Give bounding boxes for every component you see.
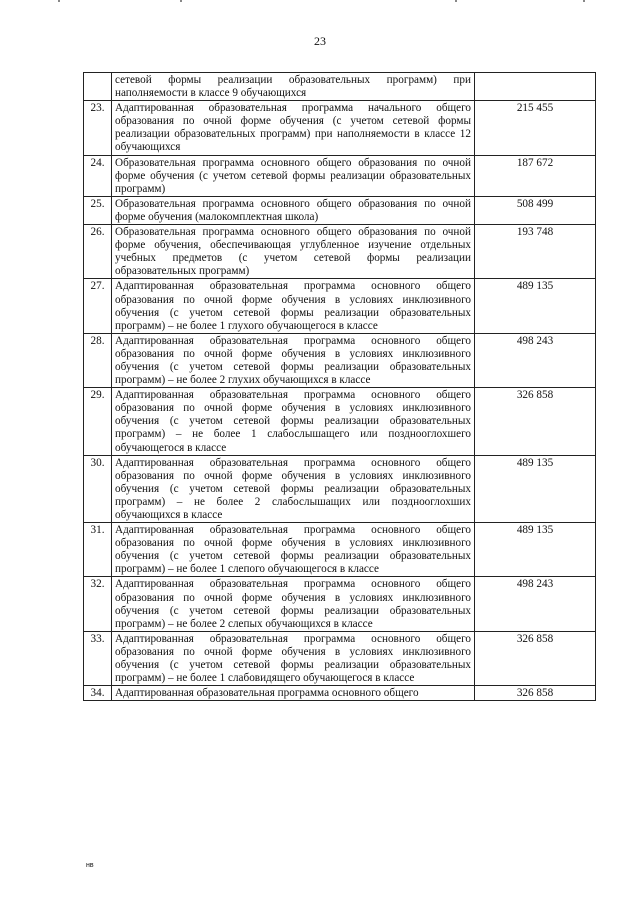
row-number: 23. bbox=[84, 101, 112, 155]
program-description: Адаптированная образовательная программа начального общего образования по очной форме обучения (с учетом сетевой формы реализации образовательных программ) при наполняемости в классе 12 обучающихся bbox=[112, 101, 475, 155]
program-description: Адаптированная образовательная программа основного общего образования по очной форме обучения в условиях инклюзивного обучения (с учетом сетевой формы реализации образовательных программ) – не более 2 слабослышащих или позднооглохших обучающихся в классе bbox=[112, 455, 475, 522]
scan-mark bbox=[58, 0, 60, 2]
table-row bbox=[84, 73, 596, 101]
row-number: 25. bbox=[84, 196, 112, 224]
normative-value: 187 672 bbox=[475, 155, 596, 196]
program-description: Адаптированная образовательная программа основного общего образования по очной форме обучения в условиях инклюзивного обучения (с учетом сетевой формы реализации образовательных программ) – не более 1 слепого обучающегося в классе bbox=[112, 523, 475, 577]
table-row bbox=[84, 225, 596, 279]
table-row bbox=[84, 388, 596, 455]
row-number: 28. bbox=[84, 333, 112, 387]
normative-value bbox=[475, 73, 596, 101]
table-row bbox=[84, 196, 596, 224]
normative-value: 498 243 bbox=[475, 577, 596, 631]
table-row bbox=[84, 577, 596, 631]
program-description: Адаптированная образовательная программа основного общего bbox=[112, 686, 475, 701]
row-number bbox=[84, 73, 112, 101]
table-row bbox=[84, 279, 596, 333]
scan-mark bbox=[455, 0, 457, 2]
program-description: сетевой формы реализации образовательных программ) при наполняемости в классе 9 обучающихся bbox=[112, 73, 475, 101]
program-description: Адаптированная образовательная программа основного общего образования по очной форме обучения в условиях инклюзивного обучения (с учетом сетевой формы реализации образовательных программ) – не более 1 слабовидящего обучающегося в классе bbox=[112, 631, 475, 685]
row-number: 33. bbox=[84, 631, 112, 685]
normative-value: 489 135 bbox=[475, 279, 596, 333]
table-row bbox=[84, 155, 596, 196]
program-description: Адаптированная образовательная программа основного общего образования по очной форме обучения в условиях инклюзивного обучения (с учетом сетевой формы реализации образовательных программ) – не более 1 глухого обучающегося в классе bbox=[112, 279, 475, 333]
table-row bbox=[84, 523, 596, 577]
table-row bbox=[84, 455, 596, 522]
program-description: Образовательная программа основного общего образования по очной форме обучения, обеспечивающая углубленное изучение отдельных учебных предметов (с учетом сетевой формы реализации образовательных программ) bbox=[112, 225, 475, 279]
program-description: Образовательная программа основного общего образования по очной форме обучения (с учетом сетевой формы реализации образовательных программ) bbox=[112, 155, 475, 196]
tariff-table bbox=[83, 72, 596, 701]
program-description: Адаптированная образовательная программа основного общего образования по очной форме обучения в условиях инклюзивного обучения (с учетом сетевой формы реализации образовательных программ) – не более 1 слабослышащего или позднооглохшего обучающегося в классе bbox=[112, 388, 475, 455]
row-number: 27. bbox=[84, 279, 112, 333]
scan-mark bbox=[180, 0, 182, 2]
table-row bbox=[84, 631, 596, 685]
normative-value: 326 858 bbox=[475, 631, 596, 685]
program-description: Образовательная программа основного общего образования по очной форме обучения (малокомплектная школа) bbox=[112, 196, 475, 224]
normative-value: 326 858 bbox=[475, 388, 596, 455]
row-number: 24. bbox=[84, 155, 112, 196]
scan-mark bbox=[583, 0, 585, 2]
normative-value: 498 243 bbox=[475, 333, 596, 387]
table-body bbox=[84, 73, 596, 701]
normative-value: 489 135 bbox=[475, 523, 596, 577]
row-number: 29. bbox=[84, 388, 112, 455]
table-row bbox=[84, 333, 596, 387]
normative-value: 193 748 bbox=[475, 225, 596, 279]
program-description: Адаптированная образовательная программа основного общего образования по очной форме обучения в условиях инклюзивного обучения (с учетом сетевой формы реализации образовательных программ) – не более 2 глухих обучающихся в классе bbox=[112, 333, 475, 387]
row-number: 26. bbox=[84, 225, 112, 279]
table-row bbox=[84, 686, 596, 701]
row-number: 31. bbox=[84, 523, 112, 577]
normative-value: 215 455 bbox=[475, 101, 596, 155]
normative-value: 489 135 bbox=[475, 455, 596, 522]
footer-mark: нв bbox=[86, 862, 94, 869]
row-number: 34. bbox=[84, 686, 112, 701]
page-number: 23 bbox=[314, 34, 326, 48]
program-description: Адаптированная образовательная программа основного общего образования по очной форме обучения в условиях инклюзивного обучения (с учетом сетевой формы реализации образовательных программ) – не более 2 слепых обучающихся в классе bbox=[112, 577, 475, 631]
table-row bbox=[84, 101, 596, 155]
normative-value: 326 858 bbox=[475, 686, 596, 701]
row-number: 30. bbox=[84, 455, 112, 522]
row-number: 32. bbox=[84, 577, 112, 631]
normative-value: 508 499 bbox=[475, 196, 596, 224]
